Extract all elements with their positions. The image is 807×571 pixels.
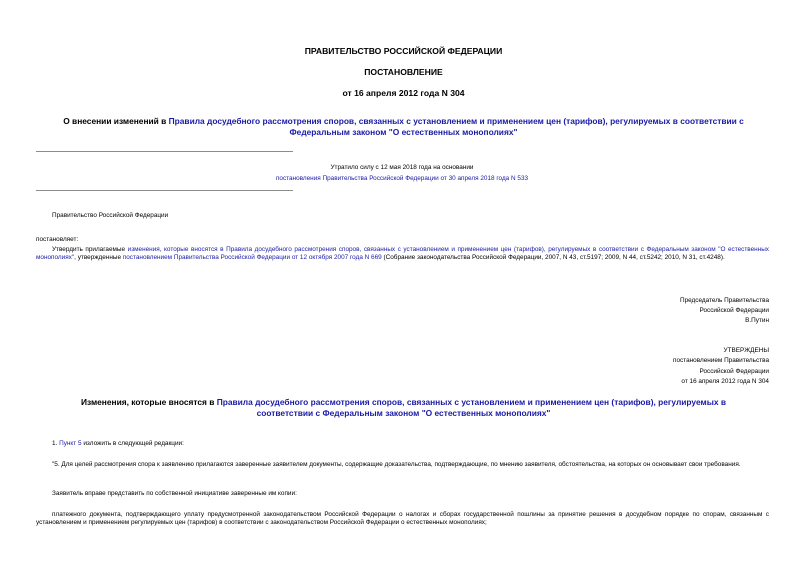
title-rules-link[interactable]: Правила досудебного рассмотрения споров, связанных с установлением и применением цен (тарифов), регулируемых в соответствии с Федеральным законом "О естественных монополиях" [168,116,744,137]
document-title [36,116,771,138]
point-5-paragraph: "5. Для целей рассмотрения спора к заявлению прилагаются заверенные заявителем документы, содержащие доказательства, подтверждающие, по мнению заявителя, обстоятельства, на которых он основывает свои требования. [52,461,741,468]
approved-line-3: Российской Федерации [699,368,769,375]
approve-paragraph [36,246,769,263]
government-name: Правительство Российской Федерации [52,212,169,219]
status-repeal-link[interactable]: постановления Правительства Российской Федерации от 30 апреля 2018 года N 533 [275,175,529,182]
changes-title-rules-link[interactable]: Правила досудебного рассмотрения споров, связанных с установлением и применением цен (тарифов), регулируемых в соответствии с Федеральным законом "О естественных монополиях" [216,397,726,418]
document-type-heading: ПОСТАНОВЛЕНИЕ [364,67,443,77]
signature-name: В.Путин [745,317,769,324]
rule-bottom [36,190,293,191]
document-date-heading: от 16 апреля 2012 года N 304 [342,88,465,98]
approved-line-4: от 16 апреля 2012 года N 304 [681,378,769,385]
changes-title [56,397,751,419]
decrees-label: постановляет: [36,236,79,243]
copies-paragraph: Заявитель вправе представить по собственной инициативе заверенные им копии: [52,490,297,497]
item-1-text: изложить в следующей редакции: [81,440,184,447]
payment-paragraph: платежного документа, подтверждающего уплату предусмотренной законодательством Российской Федерации о налогах и сборах государственной пошлины за принятие решения в досудебном порядке по спорам, связанным с установлением и применением регулируемых цен (тарифов) в соответствии с законодательством Российской Федерации о естественных монополиях; [36,511,769,527]
approve-text-3: (Собрание законодательства Российской Федерации, 2007, N 43, ст.5197; 2009, N 44, ст.5242; 2010, N 31, ст.4248). [381,254,725,262]
signature-line-1: Председатель Правительства [680,297,769,304]
changes-link[interactable]: изменения, которые вносятся в Правила досудебного рассмотрения споров, связанных с установлением и применением цен (тарифов), регулируемых в соответствии с Федеральным законом "О естественных монополиях" [36,246,769,262]
status-line-1: Утратило силу с 12 мая 2018 года на основании [330,164,474,171]
approved-line-1: УТВЕРЖДЕНЫ [723,347,769,354]
title-prefix: О внесении изменений в [63,116,169,126]
changes-title-prefix: Изменения, которые вносятся в [80,397,217,407]
item-1-point-link[interactable]: Пункт 5 [59,440,82,447]
approved-line-2: постановлением Правительства [673,357,769,364]
item-1-number: 1. [52,440,60,447]
signature-line-2: Российской Федерации [699,307,769,314]
approve-text-1: Утвердить прилагаемые [52,246,128,253]
item-1 [52,440,184,448]
approve-text-2: , утвержденные [74,254,123,262]
rule-top [36,151,293,152]
government-heading: ПРАВИТЕЛЬСТВО РОССИЙСКОЙ ФЕДЕРАЦИИ [304,46,503,56]
resolution-669-link[interactable]: постановлением Правительства Российской Федерации от 12 октября 2007 года N 669 [122,254,382,262]
